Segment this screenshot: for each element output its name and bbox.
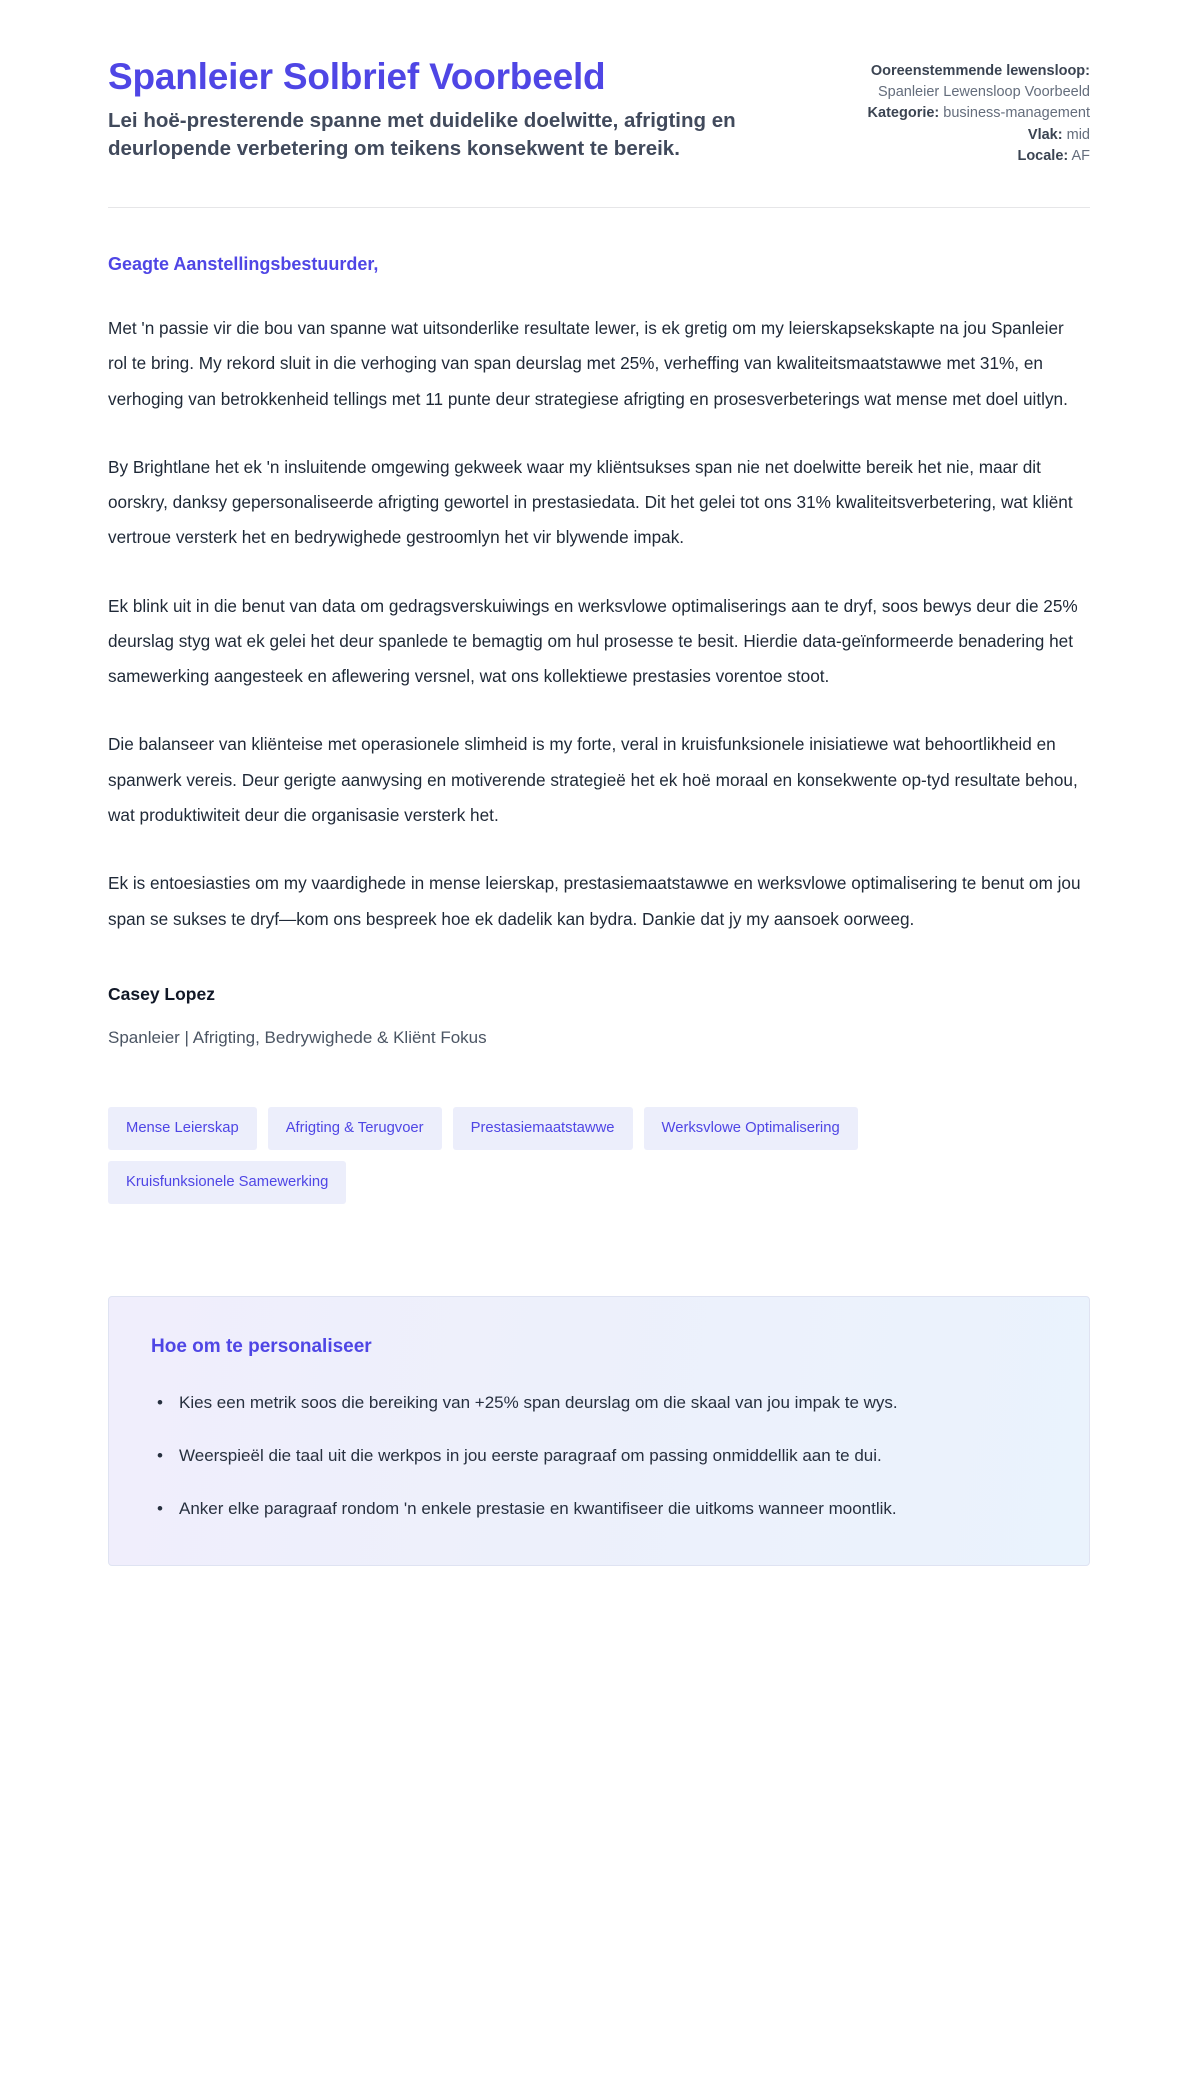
list-item-text: Kies een metrik soos die bereiking van +25% span deurslag om die skaal van jou impak te wys. — [179, 1392, 898, 1412]
metadata-key: Locale: — [1017, 148, 1069, 165]
metadata-row-level — [840, 125, 1090, 146]
skill-tag[interactable]: Kruisfunksionele Samewerking — [108, 1161, 346, 1204]
signature-name: Casey Lopez — [108, 983, 215, 1004]
personalization-callout — [108, 1296, 1090, 1566]
metadata-value: business-management — [943, 105, 1090, 122]
letter-paragraph: Ek is entoesiasties om my vaardighede in mense leierskap, prestasiemaatstawwe en werksvlowe optimalisering te benut om jou span se sukses te dryf—kom ons bespreek hoe ek dadelik kan bydra. Dankie dat jy my aansoek oorweeg. — [108, 873, 1081, 929]
metadata-value: Spanleier Lewensloop Voorbeeld — [877, 83, 1090, 100]
document-metadata — [840, 56, 1090, 168]
callout-title: Hoe om te personaliseer — [151, 1335, 372, 1357]
bullet-icon: • — [157, 1445, 163, 1465]
skill-tag[interactable]: Prestasiemaatstawwe — [453, 1107, 633, 1150]
document-header — [108, 56, 1090, 168]
metadata-key: Ooreenstemmende lewensloop: — [870, 63, 1090, 79]
list-item-text: Weerspieël die taal uit die werkpos in jou eerste paragraaf om passing onmiddellik aan te dui. — [179, 1445, 882, 1465]
letter-paragraph: Met 'n passie vir die bou van spanne wat uitsonderlike resultate lewer, is ek gretig om my leierskapsekskapte na jou Spanleier rol te bring. My rekord sluit in die verhoging van span deurslag met 25%, verheffing van kwaliteitsmaatstawwe met 31%, en verhoging van betrokkenheid tellings met 11 punte deur strategiese afrigting en prosesverbeterings wat mense met doel uitlyn. — [108, 318, 1068, 409]
page-title: Spanleier Solbrief Voorbeeld — [108, 56, 606, 97]
page-subtitle: Lei hoë-presterende spanne met duidelike doelwitte, afrigting en deurlopende verbetering om teikens konsekwent te bereik. — [108, 108, 736, 161]
metadata-row-category — [840, 103, 1090, 124]
metadata-value: mid — [1066, 126, 1090, 143]
signature-block — [108, 937, 1090, 1050]
header-title-block — [108, 56, 804, 163]
signature-role: Spanleier | Afrigting, Bedrywighede & Kliënt Fokus — [108, 1027, 487, 1047]
list-item — [151, 1439, 1041, 1472]
letter-paragraph: Die balanseer van kliënteise met operasionele slimheid is my forte, veral in kruisfunksionele inisiatiewe wat behoortlikheid en spanwerk vereis. Deur gerigte aanwysing en motiverende strategieë het ek hoë moraal en konsekwente op-tyd resultate behou, wat produktiwiteit deur die organisasie versterk het. — [108, 734, 1078, 825]
bullet-icon: • — [157, 1498, 163, 1518]
list-item-text: Anker elke paragraaf rondom 'n enkele prestasie en kwantifiseer die uitkoms wanneer moontlik. — [179, 1498, 897, 1518]
metadata-value: AF — [1071, 148, 1090, 165]
metadata-key: Vlak: — [1027, 126, 1063, 143]
skill-tag[interactable]: Afrigting & Terugvoer — [268, 1107, 442, 1150]
skill-tag-list — [108, 1049, 1028, 1204]
bullet-icon: • — [157, 1392, 163, 1412]
letter-paragraph: Ek blink uit in die benut van data om gedragsverskuiwings en werksvlowe optimaliserings aan te dryf, soos bewys deur die 25% deurslag styg wat ek gelei het deur spanlede te bemagtig om hul prosesse te besit. Hierdie data-geïnformeerde benadering het samewerking aangesteek en aflewering versnel, wat ons kollektiewe prestasies vorentoe stoot. — [108, 595, 1078, 687]
list-item — [151, 1386, 1041, 1419]
skill-tag[interactable]: Werksvlowe Optimalisering — [644, 1107, 858, 1150]
letter-paragraph: By Brightlane het ek 'n insluitende omgewing gekweek waar my kliëntsukses span nie net doelwitte bereik het nie, maar dit oorskry, danksy gepersonaliseerde afrigting gewortel in prestasiedata. Dit het gelei tot ons 31% kwaliteitsverbetering, wat kliënt vertroue versterk het en bedrywighede gestroomlyn het vir blywende impak. — [108, 456, 1073, 548]
skill-tag[interactable]: Mense Leierskap — [108, 1107, 257, 1150]
metadata-row-locale — [840, 146, 1090, 167]
callout-tip-list — [151, 1386, 1047, 1525]
salutation: Geagte Aanstellingsbestuurder, — [108, 253, 379, 274]
metadata-key: Kategorie: — [867, 105, 940, 122]
list-item — [151, 1492, 1041, 1525]
cover-letter-body — [108, 208, 1090, 937]
metadata-row-matching-resume — [840, 61, 1090, 102]
